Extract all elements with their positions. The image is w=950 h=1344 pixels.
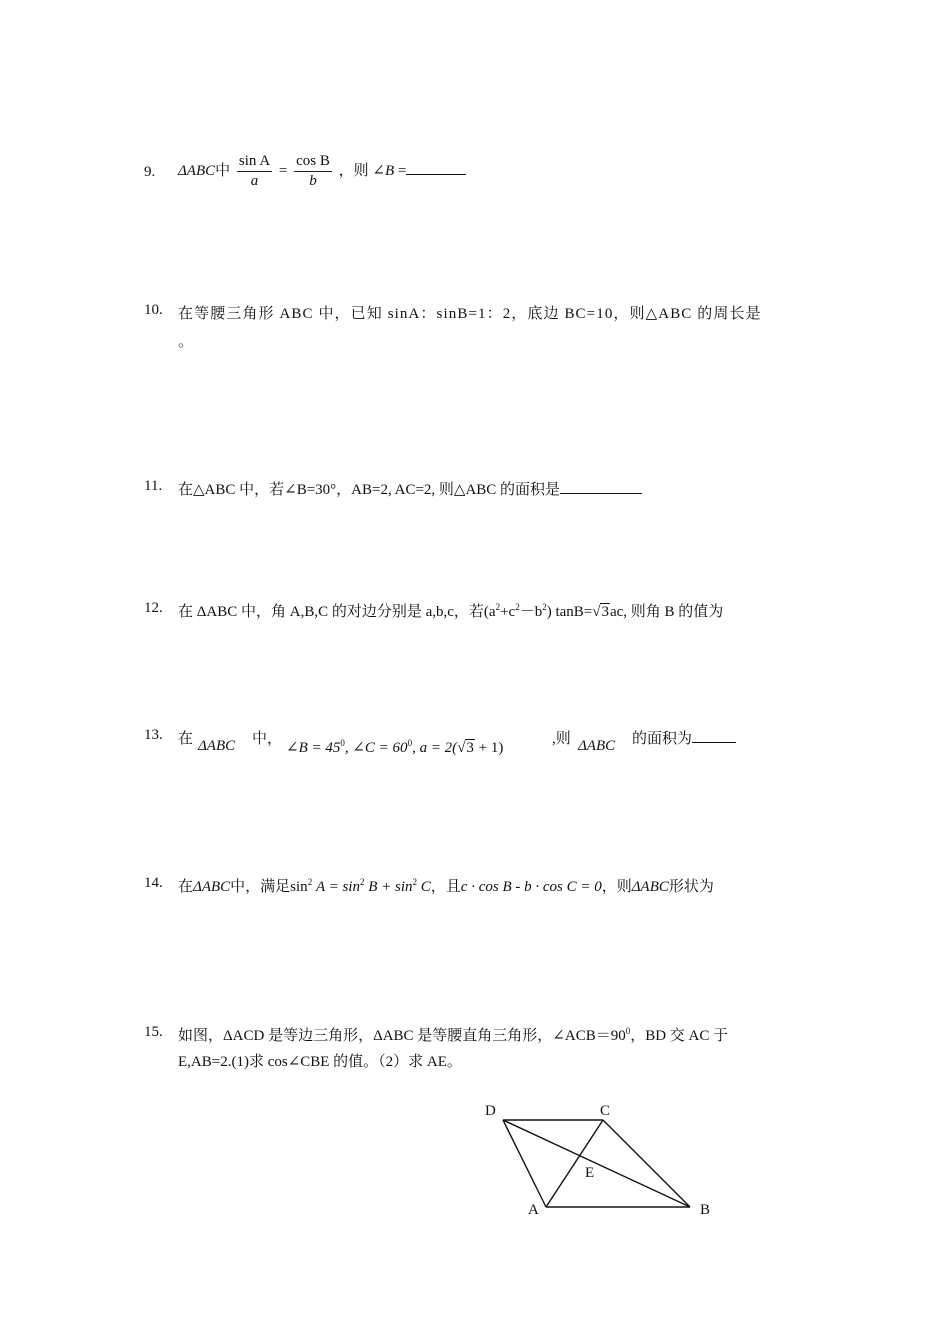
degree: 0 <box>407 738 413 748</box>
sqrt-value: 3 <box>466 740 474 756</box>
label-e: E <box>585 1165 595 1181</box>
eq-a: A = sin <box>315 879 360 895</box>
and-text: ，且 <box>430 879 461 895</box>
exp-2: 2 <box>515 602 520 612</box>
problem-15-number: 15. <box>144 1024 163 1040</box>
problem-14-number: 14. <box>144 875 163 891</box>
problem-12-number: 12. <box>144 600 163 616</box>
triangle-abc: ΔABC <box>631 879 669 895</box>
triangle-abc: ΔABC <box>578 738 616 754</box>
then-text: ，则 <box>601 879 632 895</box>
label-a: A <box>528 1202 539 1218</box>
minus-b: －b <box>519 604 543 620</box>
problem-15-line1a: 如图，ΔACD 是等边三角形，ΔABC 是等腰直角三角形，∠ACB＝90 <box>178 1028 626 1044</box>
segment-db <box>503 1120 690 1207</box>
frac-denominator: a <box>250 173 259 189</box>
then-text: ，则 <box>338 162 369 179</box>
degree: 0 <box>625 1026 631 1036</box>
frac-numerator: sin A <box>237 152 272 172</box>
label-c: C <box>600 1103 611 1119</box>
exp-2: 2 <box>307 877 313 887</box>
exp-2: 2 <box>359 877 365 887</box>
frac-numerator: cos B <box>294 152 332 172</box>
segment-ac <box>546 1120 603 1207</box>
given-b: ∠B = 45 <box>286 740 341 756</box>
triangle-abc: ΔABC <box>198 738 236 754</box>
zhong: 中 <box>215 162 231 179</box>
problem-11-number: 11. <box>144 478 163 494</box>
eq-b: B + sin <box>368 879 413 895</box>
exp-2: 2 <box>542 602 547 612</box>
triangle-abc: ΔABC <box>193 879 231 895</box>
exp-2: 2 <box>495 602 501 612</box>
given-a-end: + 1) <box>474 740 504 756</box>
sqrt-value: 3 <box>601 604 609 620</box>
area-label: 的面积为 <box>632 731 693 747</box>
label-d: D <box>485 1103 496 1119</box>
triangle-abc: ΔABC <box>178 162 216 179</box>
plus-c: +c <box>500 604 516 620</box>
problem-12-part2: ac, 则角 B 的值为 <box>609 604 724 620</box>
problem-10-line2: 。 <box>178 334 194 350</box>
degree: 0 <box>340 738 345 748</box>
problem-10-line1: 在等腰三角形 ABC 中，已知 sinA：sinB=1：2，底边 BC=10，则△ABC 的周长是 <box>178 306 762 322</box>
problem-10-number: 10. <box>144 302 163 318</box>
tan-part: ) tanB= <box>546 604 593 620</box>
equals-end: = <box>397 162 407 179</box>
problem-11-body: 在△ABC 中，若∠B=30°，AB=2, AC=2, 则△ABC 的面积是 <box>178 482 561 498</box>
label-b: B <box>700 1202 711 1218</box>
zai: 在 <box>178 879 194 895</box>
given-a: , a = 2( <box>412 740 458 756</box>
problem-13-number: 13. <box>144 727 163 743</box>
eq-c: C <box>420 879 431 895</box>
sin-text: sin <box>290 879 308 895</box>
problem-12-part1: 在 ΔABC 中，角 A,B,C 的对边分别是 a,b,c，若(a <box>178 604 496 620</box>
segment-cb <box>603 1120 690 1207</box>
zhong: 中， <box>252 731 283 747</box>
sqrt-symbol: √ <box>592 604 601 620</box>
given-c: , ∠C = 60 <box>344 740 408 756</box>
segment-da <box>503 1120 546 1207</box>
exp-2: 2 <box>412 877 418 887</box>
equals-sign: = <box>278 162 288 179</box>
ze-text: ,则 <box>552 731 571 747</box>
problem-9-number: 9. <box>144 164 156 180</box>
problem-13-zai: 在 <box>178 731 194 747</box>
shape-text: 形状为 <box>668 879 714 895</box>
frac-denominator: b <box>309 173 317 189</box>
angle-b: ∠B <box>372 162 395 179</box>
satisfy-text: 中，满足 <box>230 879 291 895</box>
sqrt-symbol: √ <box>457 740 466 756</box>
problem-15-line2: E,AB=2.(1)求 cos∠CBE 的值。（2）求 AE。 <box>178 1054 462 1070</box>
problem-15-line1b: ，BD 交 AC 于 <box>630 1028 729 1044</box>
eq-2: c · cos B - b · cos C = 0 <box>460 879 602 895</box>
